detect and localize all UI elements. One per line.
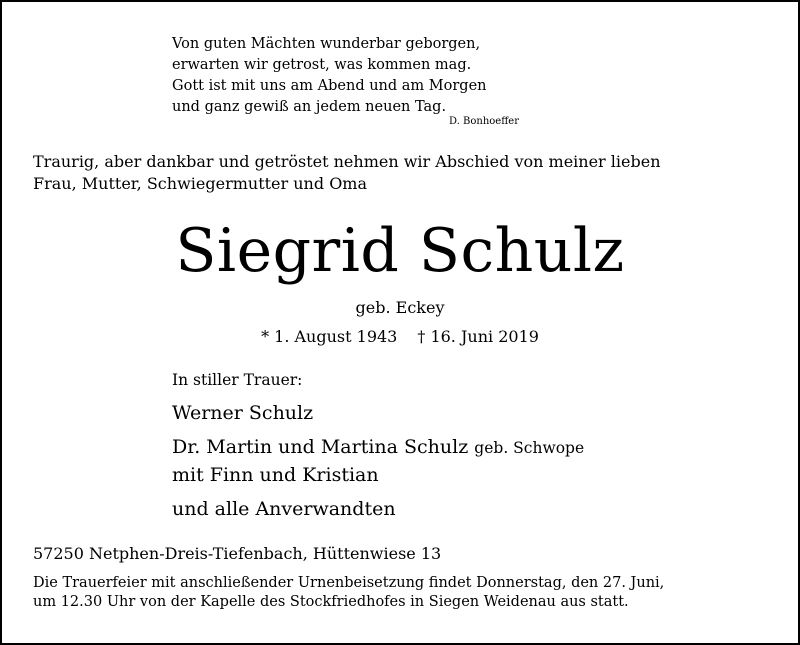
funeral-notice-line-1: Die Trauerfeier mit anschließender Urnenbeisetzung findet Donnerstag, den 27. Juni,	[33, 575, 665, 591]
address: 57250 Netphen-Dreis-Tiefenbach, Hüttenwiese 13	[33, 544, 442, 563]
intro-text	[33, 151, 661, 195]
mourner-spouse: Werner Schulz	[172, 402, 314, 424]
intro-line-1: Traurig, aber dankbar und getröstet nehmen wir Abschied von meiner lieben	[33, 152, 661, 171]
mourners-heading: In stiller Trauer:	[172, 371, 303, 389]
funeral-notice	[33, 574, 664, 612]
poem-line-4: und ganz gewiß an jedem neuen Tag.	[172, 99, 447, 115]
deceased-name: Siegrid Schulz	[175, 216, 625, 286]
poem-line-2: erwarten wir getrost, was kommen mag.	[172, 57, 472, 73]
mourner-couple-names: Dr. Martin und Martina Schulz	[172, 436, 469, 458]
maiden-name: geb. Eckey	[355, 298, 445, 317]
mourner-couple-maiden: geb. Schwope	[474, 439, 585, 457]
poem-quote	[172, 34, 487, 118]
poem-line-1: Von guten Mächten wunderbar geborgen,	[172, 36, 481, 52]
mourner-couple	[172, 436, 584, 458]
poem-line-3: Gott ist mit uns am Abend und am Morgen	[172, 78, 487, 94]
death-date: † 16. Juni 2019	[417, 327, 539, 346]
life-dates	[2, 327, 798, 346]
poem-author: D. Bonhoeffer	[449, 116, 520, 127]
mourner-relatives: und alle Anverwandten	[172, 498, 396, 520]
funeral-notice-line-2: um 12.30 Uhr von der Kapelle des Stockfriedhofes in Siegen Weidenau aus statt.	[33, 594, 629, 610]
mourner-grandchildren: mit Finn und Kristian	[172, 464, 379, 486]
intro-line-2: Frau, Mutter, Schwiegermutter und Oma	[33, 174, 368, 193]
birth-date: * 1. August 1943	[261, 327, 398, 346]
